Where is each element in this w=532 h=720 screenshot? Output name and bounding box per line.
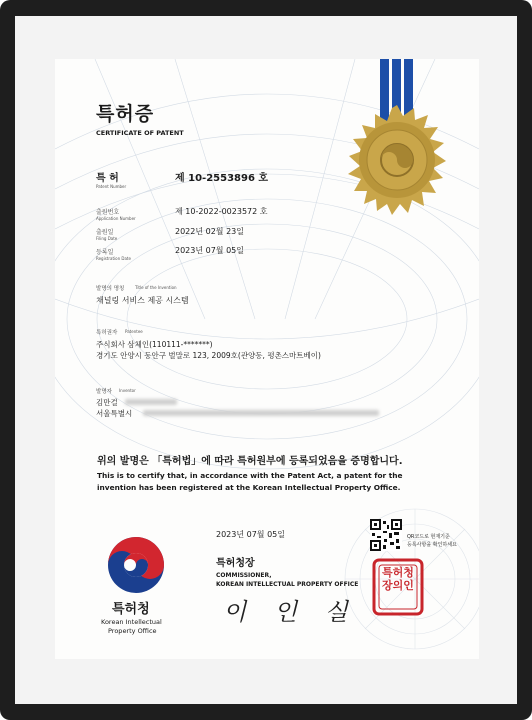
certification-statement-korean: 위의 발명은 「특허법」에 따라 특허원부에 등록되었음을 증명합니다. [97, 456, 403, 467]
application-number-value: 제 10-2022-0023572 호 [175, 207, 268, 216]
commissioner-signature: 이 인 실 [223, 598, 358, 626]
commissioner-title-english-1: COMMISSIONER, [216, 572, 272, 579]
seal-text: 특허청장의인 [382, 566, 414, 592]
office-name-english-1: Korean Intellectual [101, 618, 162, 626]
application-number-label-english: Application Number [96, 216, 136, 221]
qr-note-line-1: QR코드로 현재기준 [407, 534, 450, 540]
certificate-title-english: CERTIFICATE OF PATENT [96, 129, 184, 137]
patent-number-label-english: Patent Number [96, 184, 127, 189]
inventor-label-english: Inventor [119, 388, 136, 393]
registration-date-value: 2023년 07월 05일 [175, 246, 244, 255]
application-number-label: 출원번호 [96, 209, 120, 216]
certification-statement-english-2: invention has been registered at the Korean Intellectual Property Office. [97, 483, 401, 492]
invention-title-label-english: Title of the Invention [135, 285, 177, 290]
commissioner-title-english-2: KOREAN INTELLECTUAL PROPERTY OFFICE [216, 581, 359, 588]
registration-date-label-english: Registration Date [96, 256, 131, 261]
invention-title-label: 발명의 명칭 [96, 286, 125, 292]
patentee-address: 경기도 안양시 동안구 벌말로 123, 2009호(관양동, 평촌스마트베이) [96, 351, 321, 360]
patent-number-label: 특 허 [96, 173, 119, 184]
patent-number-value: 제 10-2553896 호 [175, 173, 269, 184]
registration-date-label: 등록일 [96, 249, 114, 256]
invention-title-value: 채널링 서비스 제공 시스템 [96, 296, 189, 305]
certificate-title: 특허증 [96, 103, 155, 125]
inventor-label: 발명자 [96, 389, 112, 395]
patentee-label: 특허권자 [96, 330, 118, 336]
patentee-label-english: Patentee [125, 329, 143, 334]
filing-date-value: 2022년 02월 23일 [175, 227, 244, 236]
filing-date-label: 출원일 [96, 229, 114, 236]
patentee-name: 주식회사 삼체인(110111-*******) [96, 340, 213, 349]
office-name-korean: 특허청 [112, 602, 150, 617]
inventor-name: 김만걸 [96, 398, 118, 407]
certification-statement-english-1: This is to certify that, in accordance with the Patent Act, a patent for the [97, 471, 403, 480]
issue-date: 2023년 07월 05일 [216, 530, 285, 539]
certificate-document [55, 59, 479, 659]
inventor-address: 서울특별시 [96, 409, 133, 418]
filing-date-label-english: Filing Date [96, 236, 118, 241]
commissioner-title-korean: 특허청장 [216, 558, 255, 569]
office-name-english-2: Property Office [108, 627, 157, 635]
qr-note-line-2: 등록사항을 확인하세요 [407, 542, 457, 548]
official-seal-icon [55, 59, 479, 659]
